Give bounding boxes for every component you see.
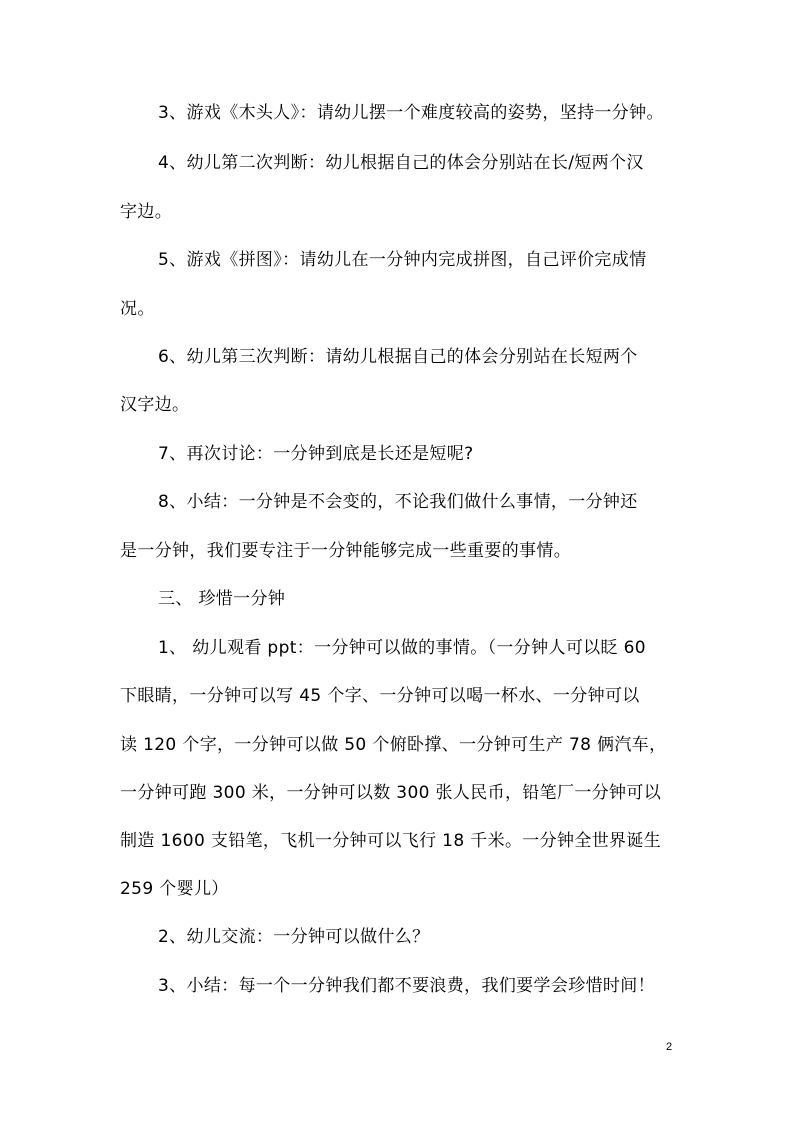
paragraph-line: 4、幼儿第二次判断：幼儿根据自己的体会分别站在长/短两个汉 bbox=[158, 153, 644, 173]
page-number: 2 bbox=[666, 1041, 673, 1053]
paragraph-line: 下眼睛，一分钟可以写 45 个字、一分钟可以喝一杯水、一分钟可以 bbox=[120, 686, 640, 706]
paragraph-line: 3、游戏《木头人》：请幼儿摆一个难度较高的姿势，坚持一分钟。 bbox=[158, 103, 664, 123]
section-heading: 三、 珍惜一分钟 bbox=[158, 589, 286, 609]
paragraph-line: 6、幼儿第三次判断：请幼儿根据自己的体会分别站在长短两个 bbox=[158, 347, 638, 367]
paragraph-line: 3、小结：每一个一分钟我们都不要浪费，我们要学会珍惜时间！ bbox=[158, 976, 655, 996]
paragraph-line: 2、幼儿交流：一分钟可以做什么？ bbox=[158, 927, 430, 947]
paragraph-line: 一分钟可跑 300 米，一分钟可以数 300 张人民币，铅笔厂一分钟可以 bbox=[120, 783, 662, 803]
paragraph-line: 是一分钟，我们要专注于一分钟能够完成一些重要的事情。 bbox=[120, 541, 572, 561]
paragraph-line: 汉字边。 bbox=[120, 395, 190, 415]
paragraph-line: 况。 bbox=[120, 299, 155, 319]
paragraph-line: 8、小结：一分钟是不会变的，不论我们做什么事情，一分钟还 bbox=[158, 492, 638, 512]
paragraph-line: 1、 幼儿观看 ppt：一分钟可以做的事情。（一分钟人可以眨 60 bbox=[158, 638, 646, 658]
paragraph-line: 259 个婴儿） bbox=[120, 879, 229, 899]
paragraph-line: 5、游戏《拼图》：请幼儿在一分钟内完成拼图，自己评价完成情 bbox=[158, 250, 647, 270]
paragraph-line: 读 120 个字，一分钟可以做 50 个俯卧撑、一分钟可生产 78 俩汽车， bbox=[120, 735, 667, 755]
paragraph-line: 字边。 bbox=[120, 202, 173, 222]
paragraph-line: 制造 1600 支铅笔，飞机一分钟可以飞行 18 千米。一分钟全世界诞生 bbox=[120, 831, 662, 851]
paragraph-line: 7、再次讨论：一分钟到底是长还是短呢? bbox=[158, 444, 474, 464]
